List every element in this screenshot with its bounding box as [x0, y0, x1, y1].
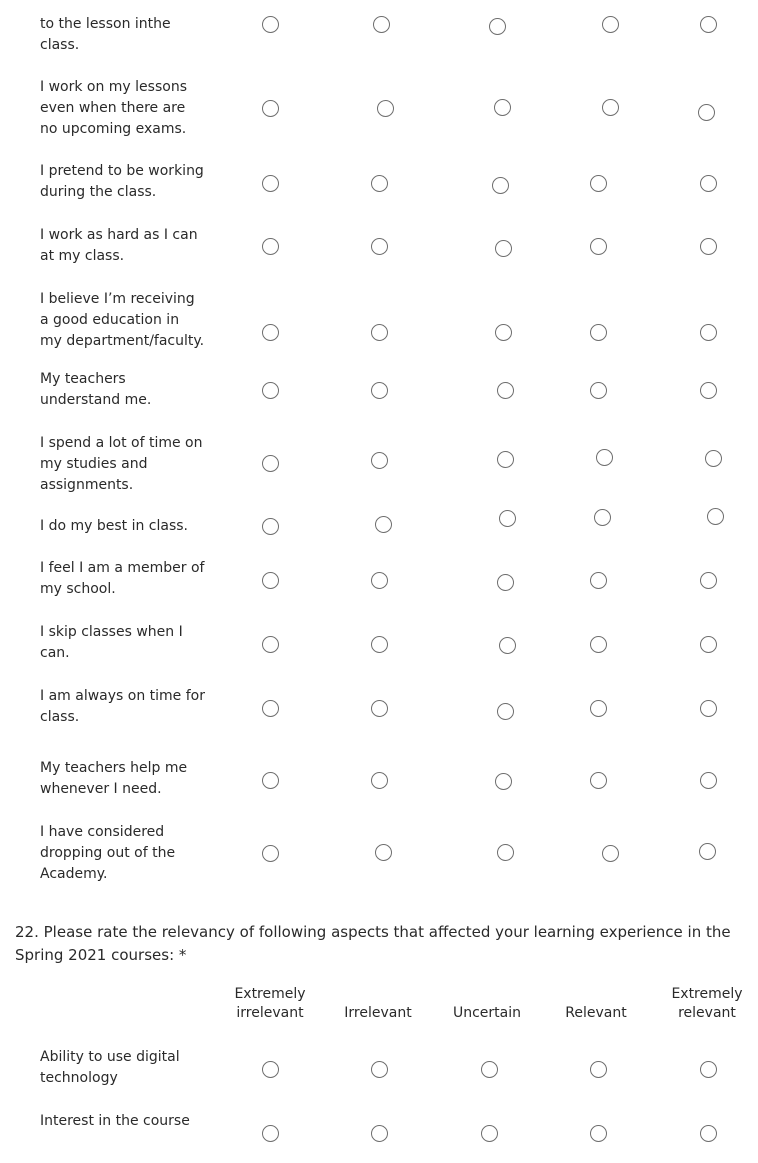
radio-option[interactable] [494, 99, 511, 116]
row-label: I feel I am a member of my school. [40, 560, 205, 597]
row-label: My teachers understand me. [40, 371, 152, 408]
radio-option[interactable] [262, 175, 279, 192]
row-label: I am always on time for class. [40, 688, 205, 725]
radio-option[interactable] [262, 845, 279, 862]
radio-option[interactable] [699, 843, 716, 860]
radio-option[interactable] [262, 16, 279, 33]
radio-option[interactable] [497, 382, 514, 399]
radio-option[interactable] [700, 16, 717, 33]
radio-option[interactable] [700, 572, 717, 589]
radio-option[interactable] [590, 700, 607, 717]
radio-option[interactable] [497, 574, 514, 591]
required-mark: * [178, 946, 187, 964]
radio-option[interactable] [481, 1125, 498, 1142]
radio-option[interactable] [375, 516, 392, 533]
question-text: Please rate the relevancy of following aspects that affected your learning experience in the Spring 2021 courses: [15, 923, 731, 964]
row-label: I spend a lot of time on my studies and assignments. [40, 435, 203, 493]
row-label: Ability to use digital technology [40, 1049, 180, 1086]
radio-option[interactable] [596, 449, 613, 466]
radio-option[interactable] [371, 572, 388, 589]
radio-option[interactable] [602, 845, 619, 862]
radio-option[interactable] [700, 238, 717, 255]
question-22-title [15, 921, 735, 967]
radio-option[interactable] [262, 700, 279, 717]
radio-option[interactable] [590, 175, 607, 192]
radio-option[interactable] [371, 238, 388, 255]
radio-option[interactable] [262, 772, 279, 789]
row-label: I pretend to be working during the class. [40, 163, 204, 200]
radio-option[interactable] [262, 1061, 279, 1078]
radio-option[interactable] [371, 175, 388, 192]
radio-option[interactable] [602, 16, 619, 33]
radio-option[interactable] [495, 240, 512, 257]
radio-option[interactable] [594, 509, 611, 526]
radio-option[interactable] [700, 700, 717, 717]
radio-option[interactable] [700, 1125, 717, 1142]
row-label: I believe I’m receiving a good education in my department/faculty. [40, 291, 205, 349]
radio-option[interactable] [590, 382, 607, 399]
radio-option[interactable] [262, 1125, 279, 1142]
radio-option[interactable] [700, 636, 717, 653]
radio-option[interactable] [497, 844, 514, 861]
radio-option[interactable] [262, 100, 279, 117]
radio-option[interactable] [371, 1061, 388, 1078]
radio-option[interactable] [700, 382, 717, 399]
radio-option[interactable] [590, 772, 607, 789]
radio-option[interactable] [371, 700, 388, 717]
row-label: I do my best in class. [40, 518, 189, 534]
radio-option[interactable] [499, 637, 516, 654]
radio-option[interactable] [499, 510, 516, 527]
radio-option[interactable] [590, 238, 607, 255]
column-header: Extremely relevant [671, 986, 743, 1021]
radio-option[interactable] [375, 844, 392, 861]
radio-option[interactable] [700, 324, 717, 341]
radio-option[interactable] [495, 773, 512, 790]
radio-option[interactable] [262, 382, 279, 399]
row-label: Interest in the course [40, 1113, 190, 1129]
radio-option[interactable] [262, 238, 279, 255]
radio-option[interactable] [497, 451, 514, 468]
radio-option[interactable] [262, 324, 279, 341]
row-label: I have considered dropping out of the Academy. [40, 824, 176, 882]
radio-option[interactable] [262, 518, 279, 535]
radio-option[interactable] [373, 16, 390, 33]
radio-option[interactable] [371, 452, 388, 469]
column-header: Extremely irrelevant [234, 986, 306, 1021]
radio-option[interactable] [495, 324, 512, 341]
radio-option[interactable] [371, 636, 388, 653]
radio-option[interactable] [590, 1061, 607, 1078]
radio-option[interactable] [590, 324, 607, 341]
radio-option[interactable] [602, 99, 619, 116]
radio-option[interactable] [700, 772, 717, 789]
radio-option[interactable] [371, 382, 388, 399]
radio-option[interactable] [371, 1125, 388, 1142]
radio-option[interactable] [492, 177, 509, 194]
radio-option[interactable] [371, 772, 388, 789]
radio-option[interactable] [262, 455, 279, 472]
radio-option[interactable] [497, 703, 514, 720]
row-label: I work on my lessons even when there are no upcoming exams. [40, 79, 187, 137]
row-label: to the lesson inthe class. [40, 16, 171, 53]
radio-option[interactable] [262, 572, 279, 589]
radio-option[interactable] [707, 508, 724, 525]
column-header: Relevant [565, 1005, 627, 1021]
row-label: I skip classes when I can. [40, 624, 183, 661]
radio-option[interactable] [377, 100, 394, 117]
radio-option[interactable] [371, 324, 388, 341]
radio-option[interactable] [590, 1125, 607, 1142]
radio-option[interactable] [262, 636, 279, 653]
radio-option[interactable] [489, 18, 506, 35]
radio-option[interactable] [481, 1061, 498, 1078]
radio-option[interactable] [698, 104, 715, 121]
row-label: My teachers help me whenever I need. [40, 760, 188, 797]
radio-option[interactable] [590, 636, 607, 653]
row-label: I work as hard as I can at my class. [40, 227, 198, 264]
question-number: 22. [15, 923, 39, 941]
radio-option[interactable] [590, 572, 607, 589]
column-header: Uncertain [452, 1005, 522, 1021]
radio-option[interactable] [705, 450, 722, 467]
radio-option[interactable] [700, 175, 717, 192]
column-header: Irrelevant [344, 1005, 412, 1021]
radio-option[interactable] [700, 1061, 717, 1078]
